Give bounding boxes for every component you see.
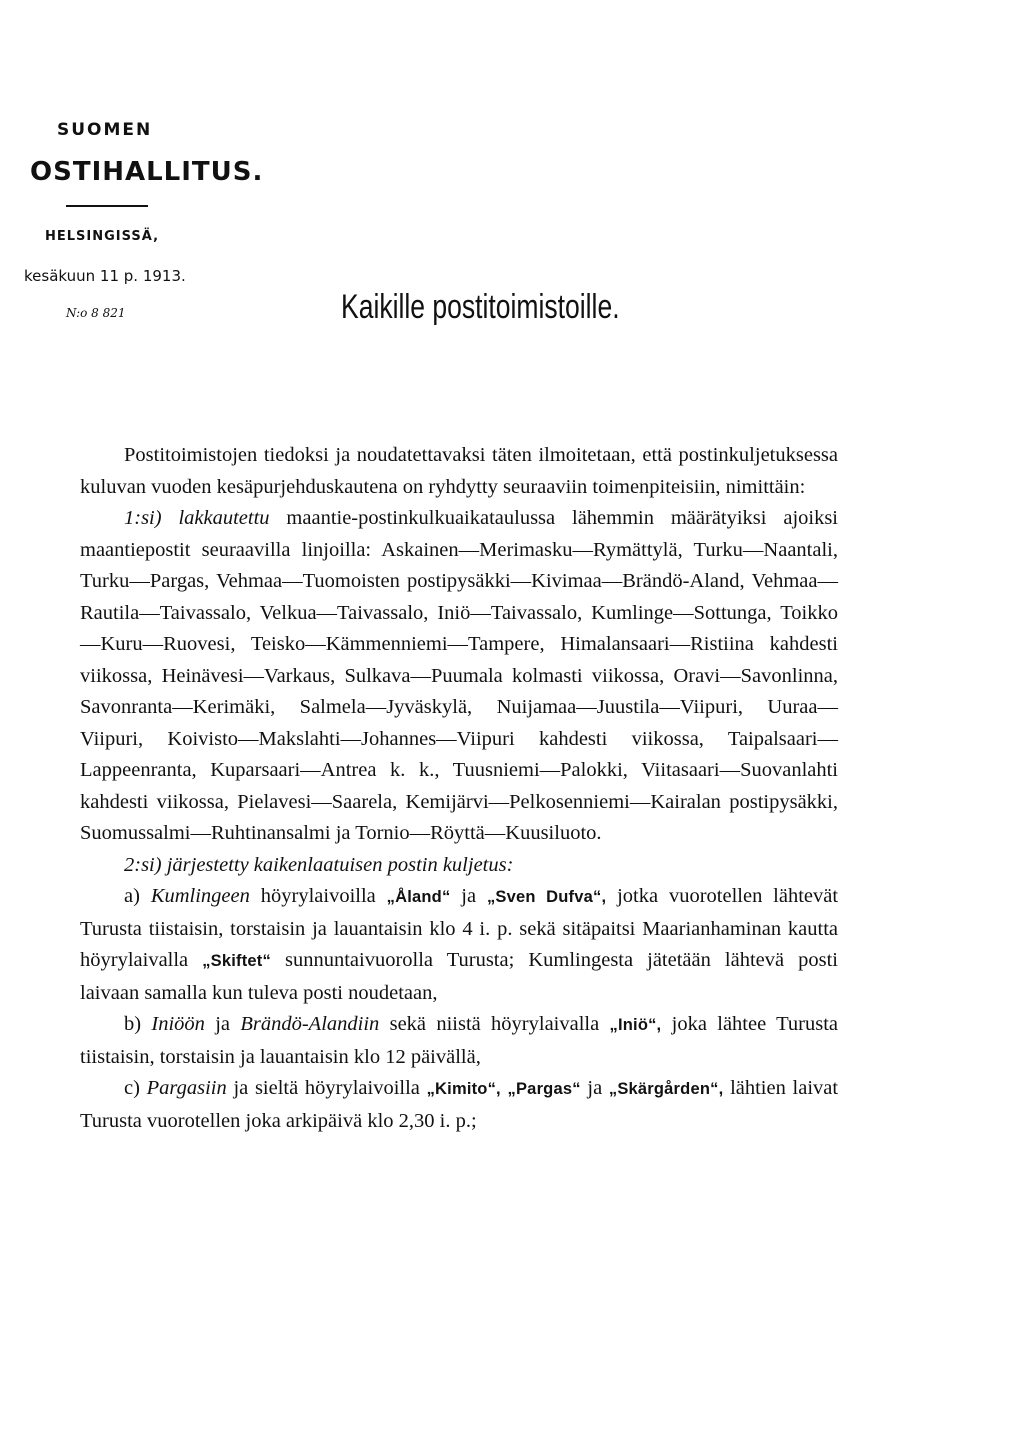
letterhead-date: kesäkuun 11 p. 1913. <box>24 267 186 285</box>
ship-name-aland: „Åland“ <box>386 888 451 906</box>
ship-name-sven-dufva: „Sven Dufva“, <box>486 888 607 906</box>
letterhead-divider <box>66 205 148 207</box>
intro-paragraph: Postitoimistojen tiedoksi ja noudatettavaksi täten ilmoitetaan, että postinkuljetuksessa kuluvan vuoden kesäpurjehduskautena on ryhdytty seuraaviin toimenpiteisiin, nimittäin: <box>80 444 838 498</box>
section-1-number: 1:si) <box>124 507 162 529</box>
ship-name-skiftet: „Skiftet“ <box>202 952 271 970</box>
letter-body <box>80 440 838 1137</box>
section-1-heading: lakkautettu <box>178 507 270 529</box>
item-b-label: b) <box>124 1013 142 1035</box>
addressee-heading: Kaikille postitoimistoille. <box>341 288 620 326</box>
letterhead-country: SUOMEN <box>57 120 153 140</box>
item-a <box>80 881 838 1009</box>
ship-name-inio: „Iniö“, <box>609 1016 662 1034</box>
item-a-text-1: höyrylaivoilla <box>260 885 376 907</box>
item-b-place-2: Brändö-Alandiin <box>240 1013 380 1035</box>
item-a-text-3: jotka vuorotellen lähtevät Turusta tiistaisin, torstaisin ja lauantaisin klo 4 i. p. sekä sitäpaitsi Maarianhaminan kautta höyrylaivalla <box>80 885 839 971</box>
item-c-place: Pargasiin <box>146 1077 227 1099</box>
item-b-text-2: sekä niistä höyrylaivalla <box>389 1013 600 1035</box>
letterhead-office: OSTIHALLITUS. <box>30 157 264 187</box>
item-b-place-1: Iniöön <box>151 1013 205 1035</box>
ship-name-kimito: „Kimito“, <box>426 1080 501 1098</box>
item-c <box>80 1073 838 1137</box>
item-b-text-1: ja <box>215 1013 231 1035</box>
item-a-label: a) <box>124 885 140 907</box>
section-1-text: maantie-postinkulkuaikataulussa lähemmin määrätyiksi ajoiksi maantiepostit seuraavilla linjoilla: Askainen—Merimasku—Rymättylä, Turku—Naantali, Turku—Pargas, Vehmaa—Tuomoisten postipysäkki—Kivimaa—Brändö-Aland, Vehmaa—Rautila—Taivassalo, Velkua—Taivassalo, Iniö—Taivassalo, Kumlinge—Sottunga, Toikko—Kuru—Ruovesi, Teisko—Kämmenniemi—Tampere, Himalansaari—Ristiina kahdesti viikossa, Heinävesi—Varkaus, Sulkava—Puumala kolmasti viikossa, Oravi—Savonlinna, Savonranta—Kerimäki, Salmela—Jyväskylä, Nuijamaa—Juustila—Viipuri, Uuraa—Viipuri, Koivisto—Makslahti—Johannes—Viipuri kahdesti viikossa, Taipalsaari—Lappeenranta, Kuparsaari—Antrea k. k., Tuusniemi—Palokki, Viitasaari—Suovanlahti kahdesti viikossa, Pielavesi—Saarela, Kemijärvi—Pelkosenniemi—Kairalan postipysäkki, Suomussalmi—Ruhtinansalmi ja Tornio—Röyttä—Kuusiluoto. <box>80 507 839 844</box>
item-a-text-2: ja <box>461 885 477 907</box>
section-2-heading <box>80 850 838 882</box>
ship-name-skargarden: „Skärgården“, <box>608 1080 724 1098</box>
ship-name-pargas: „Pargas“ <box>507 1080 581 1098</box>
item-b <box>80 1009 838 1073</box>
section-1 <box>80 503 838 850</box>
item-b-text-3: joka lähtee Turusta tiistaisin, torstaisin ja lauantaisin klo 12 päivällä, <box>80 1013 839 1068</box>
item-a-text-4: sunnuntaivuorolla Turusta; Kumlingesta jätetään lähtevä posti laivaan samalla kun tuleva posti noudetaan, <box>80 949 839 1004</box>
item-c-text-3: lähtien laivat Turusta vuorotellen joka arkipäivä klo 2,30 i. p.; <box>80 1077 839 1132</box>
item-a-place: Kumlingeen <box>150 885 250 907</box>
item-c-label: c) <box>124 1077 140 1099</box>
letterhead-reference: N:o 8 821 <box>66 306 126 320</box>
letterhead-city: HELSINGISSÄ, <box>45 229 160 244</box>
section-2-heading-text: 2:si) järjestetty kaikenlaatuisen postin kuljetus: <box>124 853 514 876</box>
item-c-text-2: ja <box>587 1077 603 1099</box>
item-c-text-1: ja sieltä höyrylaivoilla <box>233 1077 420 1099</box>
